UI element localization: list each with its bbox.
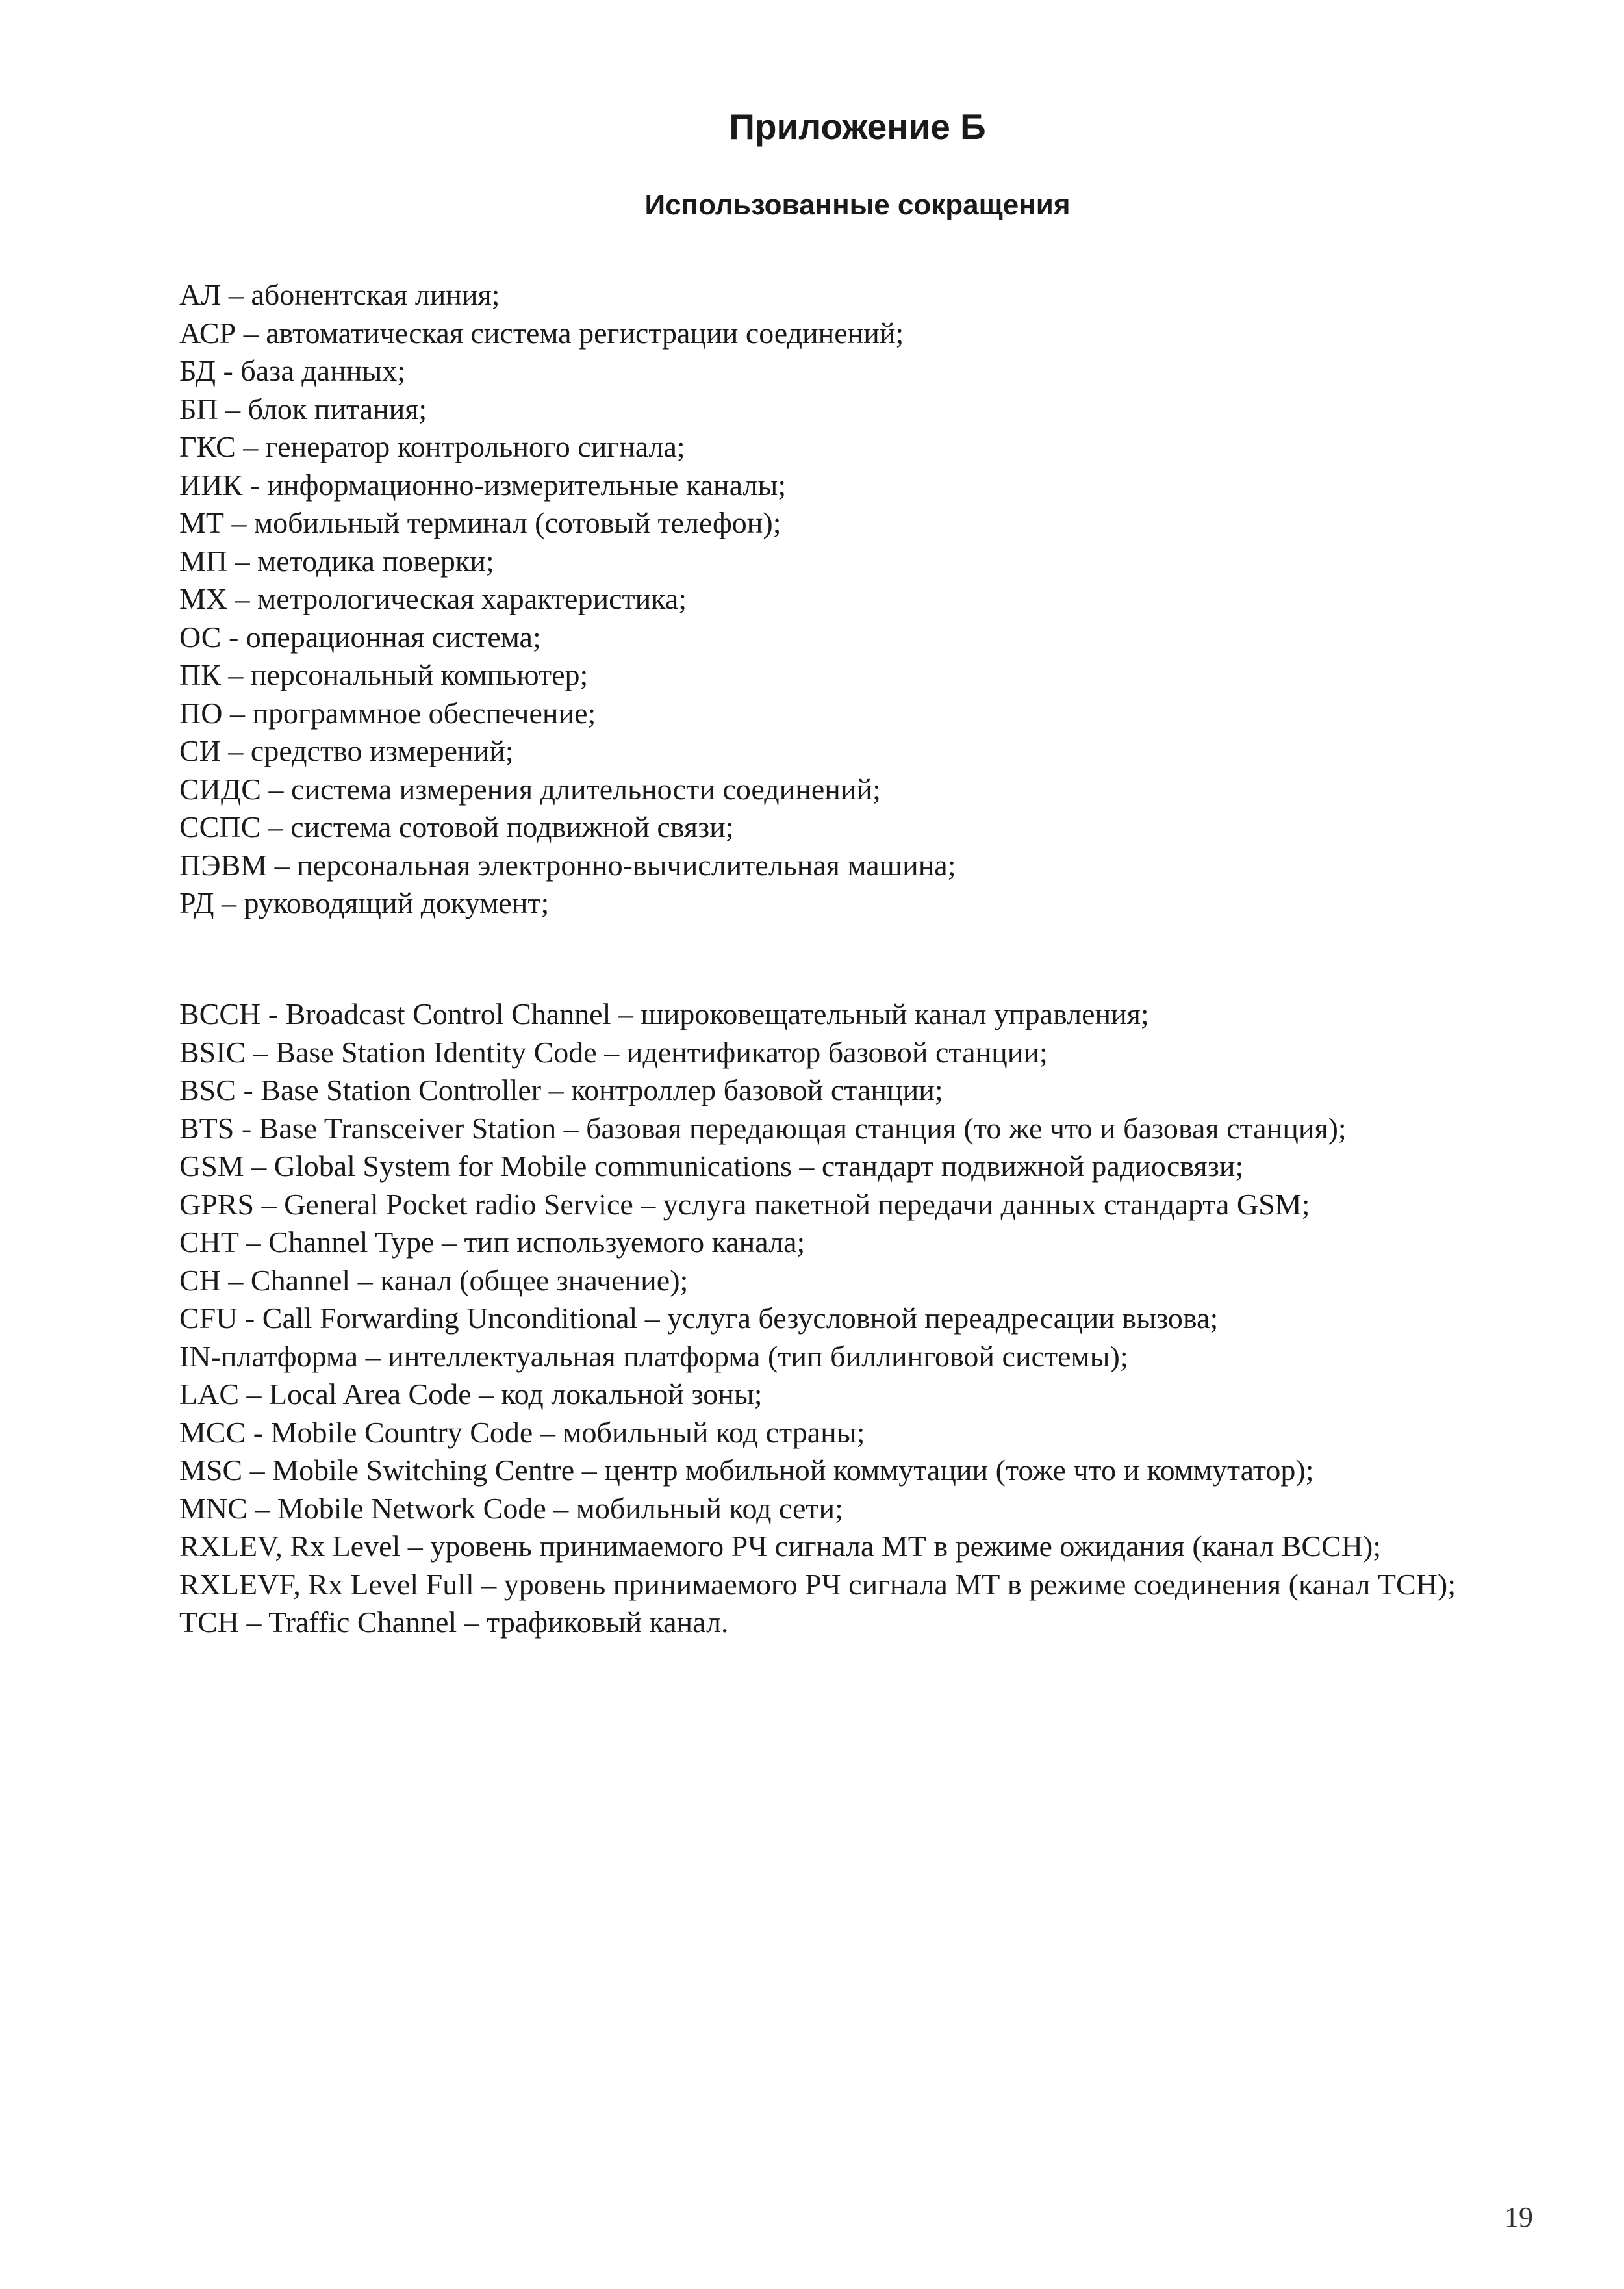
- list-item: LAC – Local Area Code – код локальной зоны;: [179, 1377, 763, 1411]
- list-item: BSC - Base Station Controller – контроллер базовой станции;: [179, 1073, 943, 1106]
- list-item: ПК – персональный компьютер;: [179, 658, 589, 691]
- list-item: АЛ – абонентская линия;: [179, 278, 500, 311]
- list-item: BTS - Base Transceiver Station – базовая передающая станция (то же что и базовая станция);: [179, 1111, 1347, 1145]
- list-item: МХ – метрологическая характеристика;: [179, 582, 687, 615]
- list-item: МП – методика поверки;: [179, 544, 494, 578]
- list-item: РД – руководящий документ;: [179, 886, 550, 919]
- list-item: МТ – мобильный терминал (сотовый телефон);: [179, 506, 781, 539]
- list-item: RXLEVF, Rx Level Full – уровень принимаемого РЧ сигнала МТ в режиме соединения (канал TCH);: [179, 1567, 1456, 1601]
- list-item: БД - база данных;: [179, 354, 406, 387]
- list-item: СИ – средство измерений;: [179, 734, 514, 767]
- list-item: TCH – Traffic Channel – трафиковый канал.: [179, 1605, 729, 1639]
- english-abbreviations-list: [179, 995, 1530, 1642]
- list-item: MNC – Mobile Network Code – мобильный код сети;: [179, 1491, 843, 1525]
- list-item: ССПС – система сотовой подвижной связи;: [179, 810, 734, 843]
- list-item: RXLEV, Rx Level – уровень принимаемого РЧ сигнала МТ в режиме ожидания (канал BCCH);: [179, 1529, 1382, 1563]
- list-item: IN-платформа – интеллектуальная платформа (тип биллинговой системы);: [179, 1339, 1128, 1373]
- list-item: CHT – Channel Type – тип используемого канала;: [179, 1225, 806, 1259]
- list-item: АСР – автоматическая система регистрации соединений;: [179, 316, 904, 350]
- list-item: ПО – программное обеспечение;: [179, 696, 596, 730]
- list-item: BCCH - Broadcast Control Channel – широковещательный канал управления;: [179, 997, 1149, 1030]
- list-item: CFU - Call Forwarding Unconditional – услуга безусловной переадресации вызова;: [179, 1301, 1219, 1335]
- list-item: СИДС – система измерения длительности соединений;: [179, 772, 881, 806]
- russian-abbreviations-list: [179, 276, 1530, 923]
- list-item: MSC – Mobile Switching Centre – центр мобильной коммутации (тоже что и коммутатор);: [179, 1453, 1314, 1487]
- list-item: ГКС – генератор контрольного сигнала;: [179, 430, 685, 463]
- page-subtitle: Использованные сокращения: [644, 189, 1071, 221]
- list-item: БП – блок питания;: [179, 392, 427, 426]
- list-item: CH – Channel – канал (общее значение);: [179, 1263, 689, 1297]
- page-title: Приложение Б: [729, 107, 986, 147]
- list-item: GPRS – General Pocket radio Service – услуга пакетной передачи данных стандарта GSM;: [179, 1187, 1310, 1221]
- page-number: 19: [1504, 2201, 1533, 2233]
- list-item: MCC - Mobile Country Code – мобильный код страны;: [179, 1415, 865, 1449]
- list-item: GSM – Global System for Mobile communications – стандарт подвижной радиосвязи;: [179, 1149, 1244, 1183]
- list-item: BSIC – Base Station Identity Code – идентификатор базовой станции;: [179, 1035, 1048, 1069]
- list-item: ИИК - информационно-измерительные каналы;: [179, 468, 787, 502]
- list-item: ОС - операционная система;: [179, 620, 541, 654]
- list-item: ПЭВМ – персональная электронно-вычислительная машина;: [179, 848, 956, 882]
